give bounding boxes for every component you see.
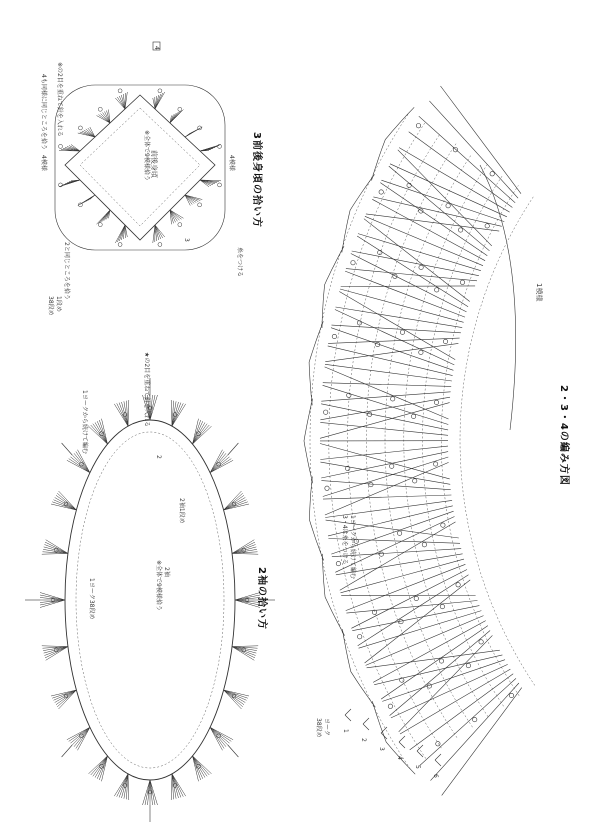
row-number-6: 6 [432, 774, 439, 778]
sleeve-stitch [42, 646, 68, 647]
sleeve-stitch [54, 500, 77, 510]
stitch-line [374, 655, 502, 685]
sleeve-stitch [76, 452, 90, 473]
sleeve-peak [62, 443, 73, 455]
picot-symbol [446, 204, 450, 208]
stitch-line [325, 462, 449, 515]
sleeve-stitch [128, 400, 129, 426]
sleeve-stitch [97, 756, 107, 779]
front-picot [59, 144, 63, 148]
picot-symbol [400, 330, 404, 334]
picot-symbol [453, 148, 457, 152]
stitch-line [431, 683, 519, 781]
stitch-line [365, 580, 471, 663]
row-number-5: 5 [414, 765, 421, 769]
left-pattern-count: 4模様 [40, 155, 47, 171]
stitch-line [320, 403, 450, 439]
stitch-line [320, 422, 448, 435]
front-picot [98, 107, 102, 111]
right-pattern-count: 4模様 [228, 155, 235, 171]
picot-symbol [358, 635, 362, 639]
sleeve-stitch [74, 453, 90, 472]
picot-symbol [390, 464, 394, 468]
picot-symbol [388, 704, 392, 708]
front-body-pickup-chart [55, 42, 225, 250]
stitch-line [420, 678, 516, 765]
sleeve-stitch [210, 455, 228, 473]
row-number-4: 4 [396, 756, 403, 760]
sleeve-peak [62, 745, 73, 757]
picot-symbol [419, 265, 423, 269]
front-picot [158, 89, 162, 93]
picot-symbol [324, 410, 328, 414]
row-arrow [417, 745, 423, 757]
picot-symbol [332, 334, 336, 338]
front-pickup-title: 3前後身頃の拾い方 [251, 132, 262, 228]
picot-symbol [391, 397, 395, 401]
picot-symbol [440, 604, 444, 608]
stitch-line [325, 364, 452, 381]
pattern-repeat-label: 1模様 [535, 283, 543, 302]
front-inner-ring [80, 108, 200, 226]
front-picot [218, 183, 222, 187]
scallop-edge [342, 629, 375, 707]
picot-symbol [379, 190, 383, 194]
stitch-line [429, 101, 518, 198]
picot-symbol [419, 350, 423, 354]
row-arrow [435, 754, 441, 766]
sleeve-stitch [145, 780, 150, 805]
stitch-line [391, 664, 508, 718]
stitch-line [323, 383, 451, 387]
stitch-line [373, 621, 486, 683]
same-as-2-note: 2と同じところを拾う [63, 242, 70, 300]
sleeve-stitch [46, 540, 68, 554]
yoke-rows-label: 38段め [315, 718, 322, 738]
scallop-edge [342, 174, 375, 252]
front-pattern-count-note: ※全体で9模様拾う [143, 130, 150, 181]
sleeve-pickup-title: 2袖の拾い方 [256, 567, 267, 630]
sleeve-row-38: 1ヨーク38段め [88, 578, 95, 620]
front-stitch-ring [65, 95, 215, 240]
sleeve-stitch [210, 457, 229, 473]
stitch-line [335, 310, 454, 365]
sleeve-stitch [46, 647, 68, 661]
sleeve-stitch [171, 400, 172, 426]
sleeve-stitch [69, 459, 90, 473]
front-outline [55, 85, 225, 250]
picot-symbol [357, 321, 361, 325]
sleeve-inner-ring [76, 432, 224, 768]
front-stitch [82, 131, 95, 137]
stitch-line [442, 688, 522, 796]
scallop-edge [309, 321, 323, 405]
stitch-line [372, 199, 485, 260]
yoke-label: ヨーク [323, 718, 330, 737]
front-picot [178, 223, 182, 227]
picot-symbol [509, 693, 513, 697]
scallop-edge [309, 477, 323, 561]
sleeve-stitch [193, 421, 203, 444]
picot-symbol [411, 414, 415, 418]
stitch-line [323, 385, 449, 424]
stitch-line [399, 635, 493, 731]
picot-symbol [413, 479, 417, 483]
stitch-line [419, 116, 515, 203]
front-picot [118, 89, 122, 93]
sleeve-stitch [72, 727, 90, 745]
yoke-continue-note: 1ヨークから続けて編む [349, 515, 356, 579]
stitch-line [320, 397, 450, 420]
sleeve-pattern-count-note: ※全体で9模様拾う [155, 560, 162, 611]
stitch-line [441, 86, 522, 194]
front-body-label: 前後身頃 [150, 150, 158, 178]
sleeve-stitch [210, 453, 226, 472]
yarn-attach-note: 3・4は糸をつける [341, 515, 348, 565]
picot-symbol [458, 228, 462, 232]
row-arrow [345, 709, 351, 721]
stitch-line [389, 166, 490, 251]
stitch-line [367, 650, 500, 668]
stitch-line [340, 289, 464, 322]
row-number-3: 3 [378, 747, 385, 751]
sleeve-stitch [97, 421, 107, 444]
stitch-line [341, 286, 475, 287]
picot-symbol [456, 583, 460, 587]
scallop-edge [322, 246, 344, 328]
corner-overlap-note: ※の2目を重ねて針を入れる [56, 62, 63, 137]
picot-symbol [419, 209, 423, 213]
stitch-line [321, 452, 448, 478]
sleeve-stitch [40, 600, 65, 605]
front-row-1: 1段め [55, 296, 62, 312]
sleeve-pickup-chart [25, 378, 275, 822]
front-stitch [99, 115, 111, 124]
picot-symbol [473, 717, 477, 721]
row-arrow [399, 736, 405, 748]
sleeve-stitch [91, 425, 108, 444]
picot-symbol [369, 482, 373, 486]
row-arc [460, 196, 535, 686]
stitch-line [328, 338, 460, 343]
stitch-line [328, 346, 453, 376]
front-picot [98, 223, 102, 227]
sleeve-continue-note: 1ヨークから続けて編む [81, 390, 88, 454]
picot-symbol [490, 172, 494, 176]
stitch-line [381, 180, 504, 221]
sleeve-stitch [232, 540, 254, 554]
picot-symbol [485, 224, 489, 228]
picot-symbol [443, 339, 447, 343]
sleeve-stitch [76, 727, 90, 748]
sleeve-stitch [210, 727, 228, 745]
sleeve-stitch [210, 727, 224, 748]
sleeve-label: 2袖 [163, 567, 170, 577]
sleeve-stitch [232, 553, 258, 554]
front-yarn-attach: 糸をつける [236, 247, 243, 278]
front-stitch [170, 110, 184, 124]
picot-symbol [436, 742, 440, 746]
sleeve-stitch [72, 455, 90, 473]
picot-symbol [325, 486, 329, 490]
stitch-line [341, 559, 465, 593]
stitch-line [398, 150, 492, 246]
front-stitch [170, 210, 182, 219]
front-picot [158, 243, 162, 247]
stitch-line [382, 660, 505, 702]
sleeve-stitch [193, 425, 210, 444]
picot-symbol [416, 124, 420, 128]
sleeve-stitch [232, 647, 254, 661]
sleeve-stitch [150, 395, 155, 420]
stitch-line [320, 446, 448, 459]
front-picot [198, 203, 202, 207]
stitch-line [336, 307, 463, 328]
stitch-line [364, 219, 470, 302]
front-picot [178, 107, 182, 111]
picot-symbol [460, 280, 464, 284]
sleeve-stitch [193, 756, 210, 775]
sleeve-num-2: 2 [155, 455, 162, 459]
scallop-edge [322, 554, 344, 636]
stitch-line [400, 669, 510, 734]
repeat-bracket [480, 165, 516, 430]
sleeve-stitch [69, 727, 90, 741]
sleeve-stitch [54, 690, 77, 700]
stitch-line [390, 631, 491, 716]
sleeve-stitch [71, 727, 90, 743]
stitch-line [399, 148, 510, 213]
picot-symbol [407, 183, 411, 187]
stitch-line [320, 462, 450, 484]
sleeve-peak [228, 745, 239, 757]
picot-symbol [351, 261, 355, 265]
picot-symbol [414, 596, 418, 600]
picot-symbol [435, 288, 439, 292]
picot-symbol [422, 543, 426, 547]
main-yoke-chart [304, 86, 535, 795]
picot-symbol [441, 523, 445, 527]
front-stitch [185, 127, 202, 137]
row-arrow [363, 718, 369, 730]
row-number-2: 2 [360, 738, 367, 742]
sleeve-stitch [224, 500, 247, 510]
sleeve-stitch [210, 727, 229, 743]
stitch-line [320, 444, 450, 479]
star-overlap-note: ★の2目を重ねて針を入れる [143, 352, 150, 428]
sleeve-stitch [224, 690, 247, 700]
stitch-line [321, 481, 450, 490]
picot-symbol [439, 659, 443, 663]
sleeve-stitch [171, 774, 172, 800]
picot-symbol [466, 663, 470, 667]
stitch-line [325, 343, 458, 361]
sleeve-stitch [210, 452, 224, 473]
sleeve-row-1: 2袖1段め [178, 498, 185, 524]
sleeve-stitch [71, 457, 90, 473]
front-stitch [155, 92, 165, 109]
front-picot [78, 126, 82, 130]
stitch-line [331, 328, 453, 371]
picot-symbol [479, 640, 483, 644]
stitch-line [332, 325, 461, 333]
sleeve-stitch [42, 553, 68, 554]
row-arrow [381, 727, 387, 739]
stitch-line [325, 367, 449, 419]
sleeve-stitch [210, 727, 226, 746]
sleeve-stitch [74, 727, 90, 746]
row-number-1: 1 [342, 729, 349, 733]
picot-symbol [434, 400, 438, 404]
picot-symbol [397, 531, 401, 535]
sleeve-stitch [128, 774, 129, 800]
front-num-3: 3 [183, 238, 190, 242]
picot-symbol [433, 462, 437, 466]
sleeve-stitch [232, 646, 258, 647]
front-picot [118, 243, 122, 247]
front-num-4: 4 [153, 46, 160, 50]
sleeve-stitch [193, 756, 203, 779]
stitch-line [339, 292, 455, 360]
sleeve-stitch [40, 595, 65, 600]
front-stitch [90, 195, 95, 200]
scallop-edge [304, 399, 313, 484]
sleeve-stitch [210, 459, 231, 473]
picot-symbol [379, 552, 383, 556]
sleeve-stitch [150, 780, 155, 805]
stitch-line [321, 392, 450, 401]
front-row-38: 38段め [47, 296, 54, 316]
main-chart-title: 2・3・4の編み方図 [558, 385, 569, 486]
sleeve-stitch [210, 727, 231, 741]
stitch-line [321, 404, 448, 430]
sleeve-stitch [91, 756, 108, 775]
same-pickup-note: 4も同様に同じところを拾う [40, 74, 47, 150]
stitch-line [366, 214, 499, 231]
stitch-line [323, 495, 451, 499]
sleeve-peak [228, 443, 239, 455]
